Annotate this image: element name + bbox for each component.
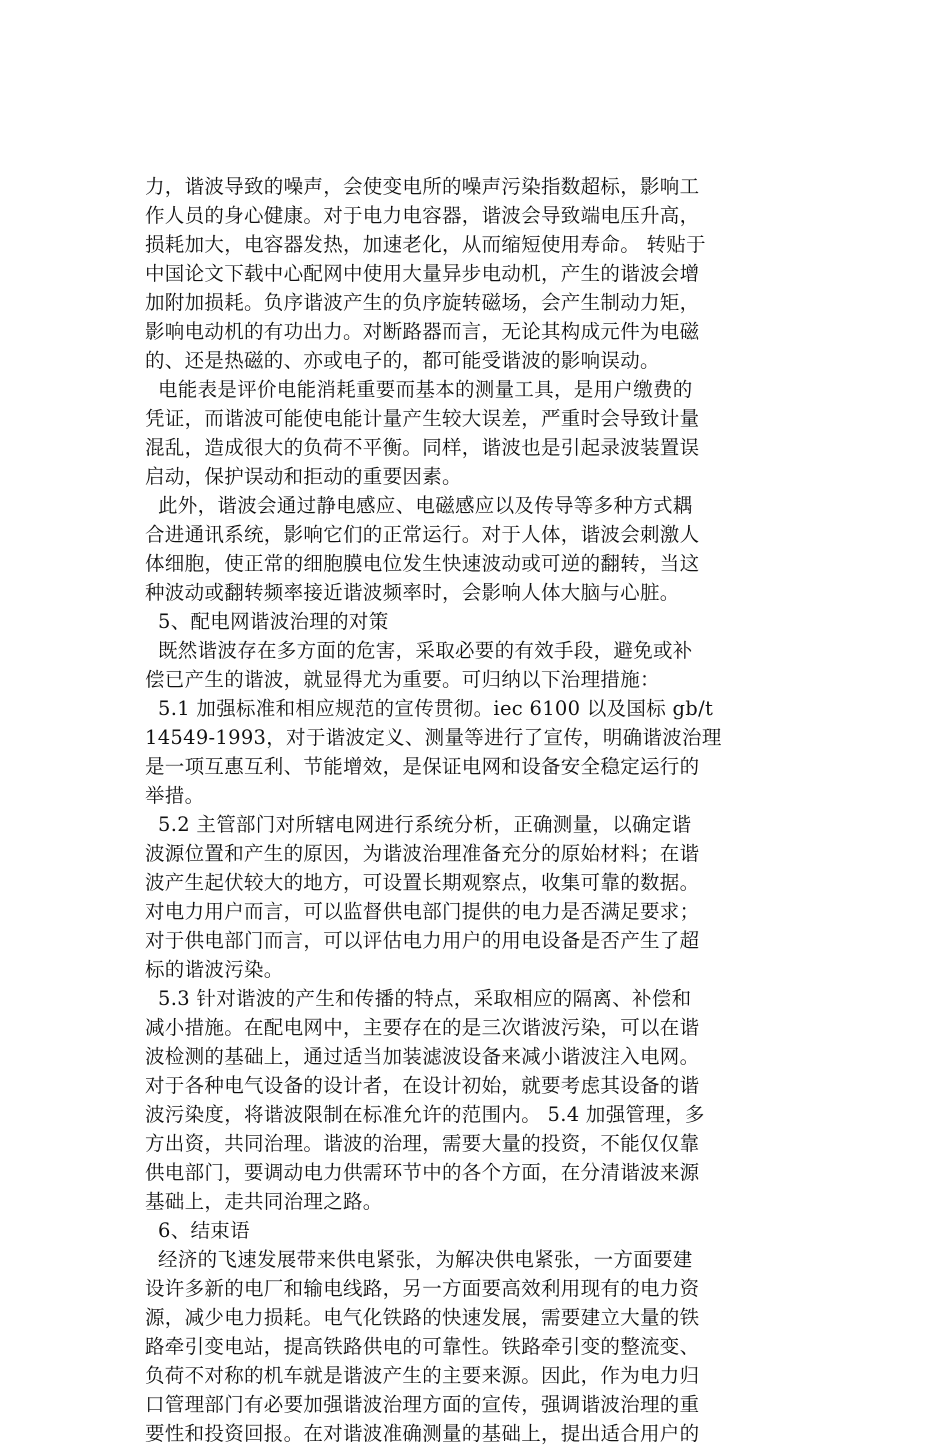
text-line: 混乱，造成很大的负荷不平衡。同样，谐波也是引起录波装置误 <box>145 436 700 459</box>
text-line: 方出资，共同治理。谐波的治理，需要大量的投资，不能仅仅靠 <box>145 1132 700 1155</box>
text-line: 5.3 针对谐波的产生和传播的特点，采取相应的隔离、补偿和 <box>145 987 692 1010</box>
text-line: 此外，谐波会通过静电感应、电磁感应以及传导等多种方式耦 <box>145 494 693 517</box>
text-line: 减小措施。在配电网中，主要存在的是三次谐波污染，可以在谐 <box>145 1016 700 1039</box>
text-line: 标的谐波污染。 <box>145 958 284 981</box>
text-line: 是一项互惠互利、节能增效，是保证电网和设备安全稳定运行的 <box>145 755 700 778</box>
text-line: 力，谐波导致的噪声，会使变电所的噪声污染指数超标，影响工 <box>145 175 700 198</box>
text-line: 口管理部门有必要加强谐波治理方面的宣传，强调谐波治理的重 <box>145 1393 700 1416</box>
text-line: 既然谐波存在多方面的危害，采取必要的有效手段，避免或补 <box>145 639 693 662</box>
text-line: 体细胞，使正常的细胞膜电位发生快速波动或可逆的翻转，当这 <box>145 552 700 575</box>
text-line: 经济的飞速发展带来供电紧张，为解决供电紧张，一方面要建 <box>145 1248 693 1271</box>
text-line: 5、配电网谐波治理的对策 <box>145 610 389 633</box>
text-line: 波源位置和产生的原因，为谐波治理准备充分的原始材料；在谐 <box>145 842 700 865</box>
text-line: 偿已产生的谐波，就显得尤为重要。可归纳以下治理措施： <box>145 668 660 691</box>
document-body <box>145 172 785 1448</box>
text-line: 影响电动机的有功出力。对断路器而言，无论其构成元件为电磁 <box>145 320 700 343</box>
text-line: 电能表是评价电能消耗重要而基本的测量工具，是用户缴费的 <box>145 378 693 401</box>
text-line: 要性和投资回报。在对谐波准确测量的基础上，提出适合用户的 <box>145 1422 700 1445</box>
text-line: 凭证，而谐波可能使电能计量产生较大误差，严重时会导致计量 <box>145 407 700 430</box>
text-line: 设许多新的电厂和输电线路，另一方面要高效利用现有的电力资 <box>145 1277 700 1300</box>
text-line: 作人员的身心健康。对于电力电容器，谐波会导致端电压升高， <box>145 204 700 227</box>
text-line: 举措。 <box>145 784 205 807</box>
text-line: 对于各种电气设备的设计者，在设计初始，就要考虑其设备的谐 <box>145 1074 700 1097</box>
text-line: 种波动或翻转频率接近谐波频率时，会影响人体大脑与心脏。 <box>145 581 680 604</box>
text-line: 6、结束语 <box>145 1219 250 1242</box>
text-line: 源，减少电力损耗。电气化铁路的快速发展，需要建立大量的铁 <box>145 1306 700 1329</box>
text-line: 供电部门，要调动电力供需环节中的各个方面，在分清谐波来源 <box>145 1161 700 1184</box>
text-line: 加附加损耗。负序谐波产生的负序旋转磁场，会产生制动力矩， <box>145 291 700 314</box>
text-line: 的、还是热磁的、亦或电子的，都可能受谐波的影响误动。 <box>145 349 660 372</box>
text-line: 对于供电部门而言，可以评估电力用户的用电设备是否产生了超 <box>145 929 700 952</box>
text-line: 波污染度，将谐波限制在标准允许的范围内。 5.4 加强管理，多 <box>145 1103 705 1126</box>
text-line: 波产生起伏较大的地方，可设置长期观察点，收集可靠的数据。 <box>145 871 700 894</box>
text-line: 中国论文下载中心配网中使用大量异步电动机，产生的谐波会增 <box>145 262 700 285</box>
text-line: 对电力用户而言，可以监督供电部门提供的电力是否满足要求； <box>145 900 700 923</box>
text-line: 基础上，走共同治理之路。 <box>145 1190 383 1213</box>
text-line: 14549-1993，对于谐波定义、测量等进行了宣传，明确谐波治理 <box>145 726 722 749</box>
text-line: 启动，保护误动和拒动的重要因素。 <box>145 465 462 488</box>
text-line: 5.1 加强标准和相应规范的宣传贯彻。iec 6100 以及国标 gb/t <box>145 697 714 720</box>
text-line: 损耗加大，电容器发热，加速老化，从而缩短使用寿命。 转贴于 <box>145 233 706 256</box>
text-line: 合进通讯系统，影响它们的正常运行。对于人体，谐波会刺激人 <box>145 523 700 546</box>
text-line: 波检测的基础上，通过适当加装滤波设备来减小谐波注入电网。 <box>145 1045 700 1068</box>
text-line: 负荷不对称的机车就是谐波产生的主要来源。因此，作为电力归 <box>145 1364 700 1387</box>
text-line: 路牵引变电站，提高铁路供电的可靠性。铁路牵引变的整流变、 <box>145 1335 700 1358</box>
text-line: 5.2 主管部门对所辖电网进行系统分析，正确测量，以确定谐 <box>145 813 692 836</box>
